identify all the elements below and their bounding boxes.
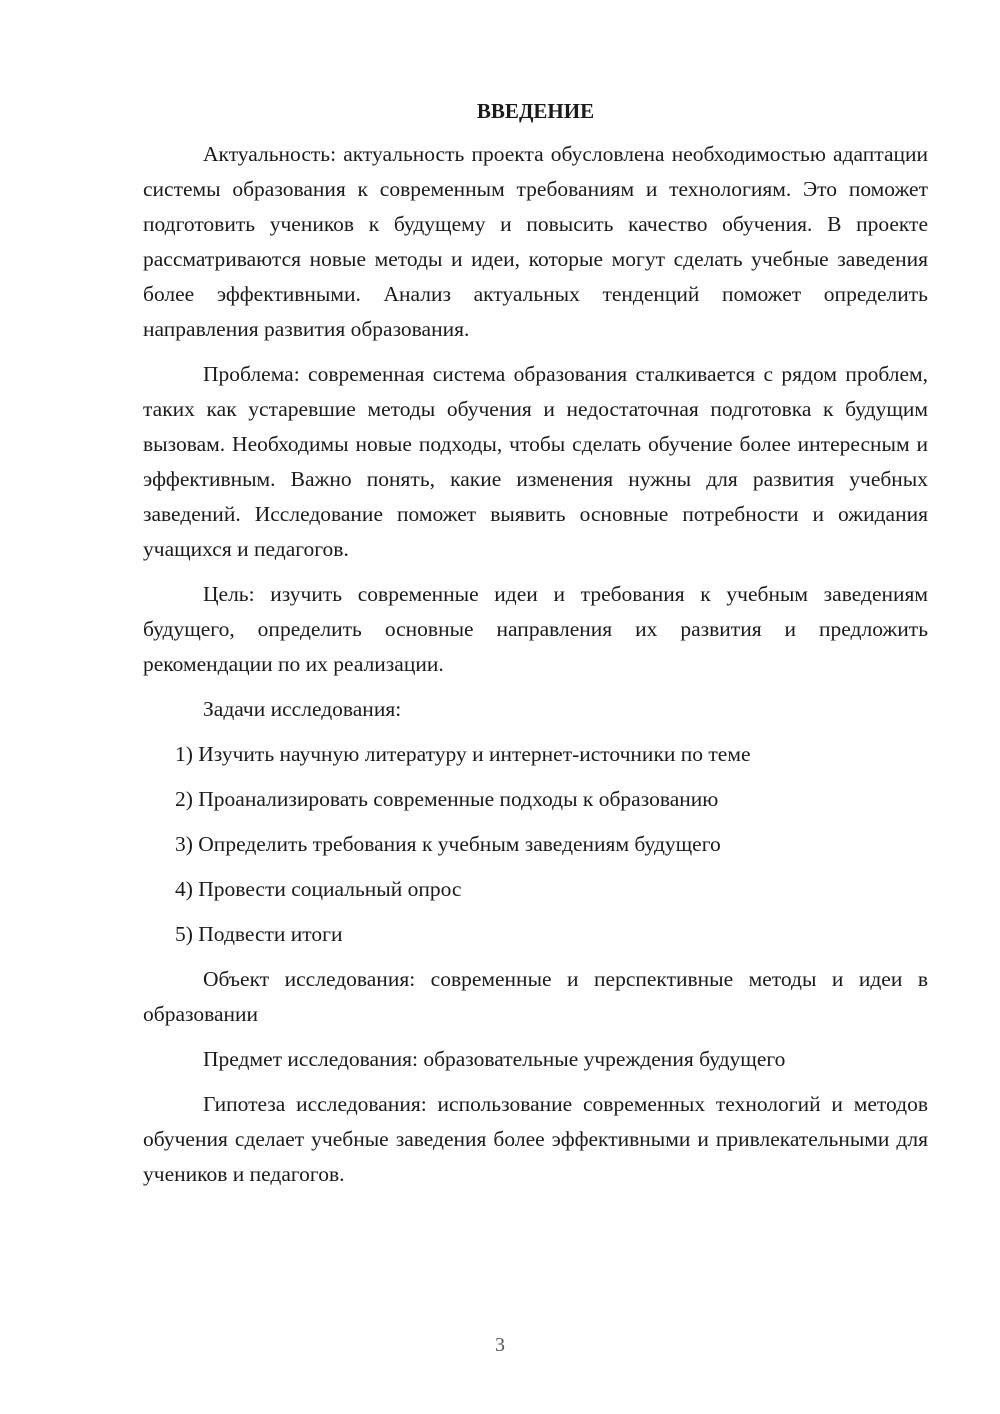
goal-paragraph: Цель: изучить современные идеи и требования к учебным заведениям будущего, определить основные направления их развития и предложить рекомендации по их реализации.	[143, 582, 928, 676]
tasks-title: Задачи исследования:	[203, 697, 402, 721]
task-item: 5) Подвести итоги	[175, 922, 343, 946]
tasks-list	[143, 737, 928, 952]
task-item: 3) Определить требования к учебным заведениям будущего	[175, 832, 721, 856]
problem-paragraph: Проблема: современная система образования сталкивается с рядом проблем, таких как устаревшие методы обучения и недостаточная подготовка к будущим вызовам. Необходимы новые подходы, чтобы сделать обучение более интересным и эффективным. Важно понять, какие изменения нужны для развития учебных заведений. Исследование поможет выявить основные потребности и ожидания учащихся и педагогов.	[143, 362, 928, 561]
page-number: 3	[495, 1334, 505, 1356]
object-paragraph: Объект исследования: современные и перспективные методы и идеи в образовании	[143, 967, 928, 1026]
relevance-paragraph: Актуальность: актуальность проекта обусловлена необходимостью адаптации системы образования к современным требованиям и технологиям. Это поможет подготовить учеников к будущему и повысить качество обучения. В проекте рассматриваются новые методы и идеи, которые могут сделать учебные заведения более эффективными. Анализ актуальных тенденций поможет определить направления развития образования.	[143, 142, 928, 341]
hypothesis-paragraph: Гипотеза исследования: использование современных технологий и методов обучения сделает учебные заведения более эффективными и привлекательными для учеников и педагогов.	[143, 1092, 928, 1186]
section-heading: ВВЕДЕНИЕ	[476, 99, 595, 123]
task-item: 1) Изучить научную литературу и интернет-источники по теме	[175, 742, 751, 766]
document-page	[143, 96, 928, 1202]
task-item: 2) Проанализировать современные подходы к образованию	[175, 787, 719, 811]
task-item: 4) Провести социальный опрос	[175, 877, 462, 901]
subject-paragraph: Предмет исследования: образовательные учреждения будущего	[203, 1047, 786, 1071]
